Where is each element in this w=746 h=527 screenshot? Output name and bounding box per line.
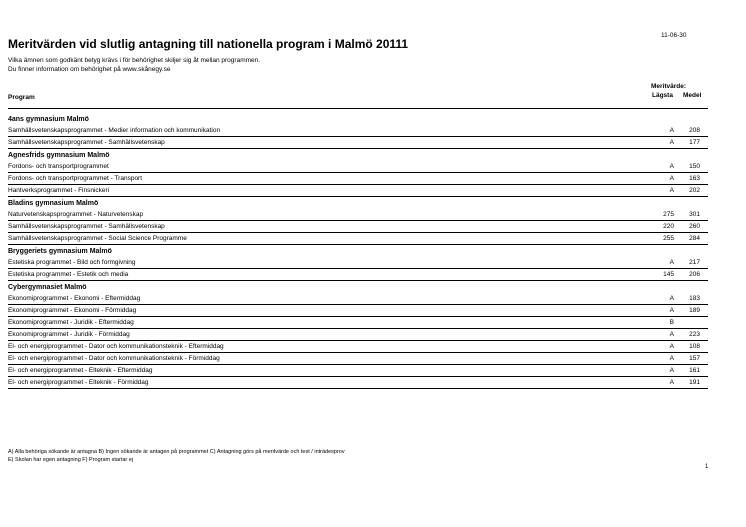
program-name: El- och energiprogrammet - Dator och kommunikationsteknik - Eftermiddag	[8, 343, 224, 350]
lagsta-value: 275	[663, 211, 674, 218]
page-title: Meritvärden vid slutlig antagning till nationella program i Malmö 20111	[8, 37, 409, 51]
table-row	[8, 365, 708, 377]
medel-value: 157	[689, 355, 700, 362]
table-row	[8, 173, 708, 185]
program-name: Naturvetenskapsprogrammet - Naturvetenskap	[8, 211, 144, 218]
table-row	[8, 209, 708, 221]
lagsta-value: A	[669, 379, 674, 386]
medel-value: 163	[689, 175, 700, 182]
header-meritvarde: Meritvärde:	[651, 83, 687, 90]
page-number: 1	[705, 464, 709, 470]
lagsta-value: A	[669, 127, 674, 134]
table-row	[8, 377, 708, 389]
medel-value: 208	[689, 127, 700, 134]
table-row	[8, 305, 708, 317]
medel-value: 260	[689, 223, 700, 230]
program-name: El- och energiprogrammet - Elteknik - Förmiddag	[8, 379, 149, 386]
medel-value: 183	[689, 295, 700, 302]
medel-value: 189	[689, 307, 700, 314]
table-row	[8, 185, 708, 197]
medel-value: 301	[689, 211, 700, 218]
school-heading: Agnesfrids gymnasium Malmö	[8, 152, 110, 159]
table-row	[8, 317, 708, 329]
school-heading: 4ans gymnasium Malmö	[8, 116, 89, 123]
program-name: Samhällsvetenskapsprogrammet - Social Science Programme	[8, 235, 187, 242]
medel-value: 202	[689, 187, 700, 194]
subtitle-line-1: Vilka ämnen som godkänt betyg krävs i för behörighet skiljer sig åt mellan programmen.	[8, 57, 261, 64]
lagsta-value: 145	[663, 271, 674, 278]
lagsta-value: A	[669, 139, 674, 146]
medel-value: 223	[689, 331, 700, 338]
program-name: Ekonomiprogrammet - Juridik - Förmiddag	[8, 331, 130, 338]
footnote-line-2: E) Skolan har egen antagning F) Program startar ej	[8, 457, 134, 463]
lagsta-value: A	[669, 331, 674, 338]
medel-value: 284	[689, 235, 700, 242]
lagsta-value: A	[669, 187, 674, 194]
program-name: Samhällsvetenskapsprogrammet - Medier information och kommunikation	[8, 127, 221, 134]
program-name: Estetiska programmet - Estetik och media	[8, 271, 129, 278]
lagsta-value: A	[669, 343, 674, 350]
table-row	[8, 269, 708, 281]
program-name: Fordons- och transportprogrammet - Transport	[8, 175, 143, 182]
table-row	[8, 137, 708, 149]
medel-value: 108	[689, 343, 700, 350]
table-row	[8, 221, 708, 233]
lagsta-value: A	[669, 295, 674, 302]
program-name: Estetiska programmet - Bild och formgivning	[8, 259, 136, 266]
lagsta-value: B	[669, 319, 674, 326]
footnote-line-1: A) Alla behöriga sökande är antagna B) Ingen sökande är antagen på programmet C) Antagning görs på meritvärde och test / inträdesprov	[8, 449, 345, 455]
lagsta-value: A	[669, 367, 674, 374]
medel-value: 191	[689, 379, 700, 386]
header-medel: Medel	[683, 92, 702, 99]
medel-value: 150	[689, 163, 700, 170]
results-table	[8, 113, 708, 389]
program-name: Samhällsvetenskapsprogrammet - Samhällsvetenskap	[8, 223, 165, 230]
header-program: Program	[8, 94, 35, 101]
lagsta-value: 220	[663, 223, 674, 230]
report-date: 11-06-30	[661, 32, 687, 39]
table-row	[8, 125, 708, 137]
table-row	[8, 293, 708, 305]
medel-value: 177	[689, 139, 700, 146]
table-row	[8, 341, 708, 353]
lagsta-value: A	[669, 259, 674, 266]
lagsta-value: A	[669, 307, 674, 314]
medel-value: 206	[689, 271, 700, 278]
lagsta-value: A	[669, 175, 674, 182]
table-row	[8, 353, 708, 365]
school-heading: Cybergymnasiet Malmö	[8, 284, 87, 291]
program-name: Hantverksprogrammet - Finsnickeri	[8, 187, 110, 194]
school-heading: Bryggeriets gymnasium Malmö	[8, 248, 112, 255]
program-name: El- och energiprogrammet - Elteknik - Eftermiddag	[8, 367, 153, 374]
table-row	[8, 257, 708, 269]
table-row	[8, 329, 708, 341]
school-heading: Bladins gymnasium Malmö	[8, 200, 99, 207]
table-row	[8, 161, 708, 173]
program-name: Ekonomiprogrammet - Ekonomi - Förmiddag	[8, 307, 137, 314]
lagsta-value: 255	[663, 235, 674, 242]
lagsta-value: A	[669, 355, 674, 362]
header-lagsta: Lägsta	[652, 92, 673, 99]
header-divider	[8, 108, 708, 109]
program-name: Samhällsvetenskapsprogrammet - Samhällsvetenskap	[8, 139, 165, 146]
medel-value: 217	[689, 259, 700, 266]
program-name: Fordons- och transportprogrammet	[8, 163, 109, 170]
program-name: Ekonomiprogrammet - Juridik - Eftermiddag	[8, 319, 134, 326]
subtitle-line-2: Du finner information om behörighet på www.skånegy.se	[8, 66, 171, 73]
program-name: El- och energiprogrammet - Dator och kommunikationsteknik - Förmiddag	[8, 355, 220, 362]
lagsta-value: A	[669, 163, 674, 170]
medel-value: 161	[689, 367, 700, 374]
table-row	[8, 233, 708, 245]
program-name: Ekonomiprogrammet - Ekonomi - Eftermiddag	[8, 295, 141, 302]
